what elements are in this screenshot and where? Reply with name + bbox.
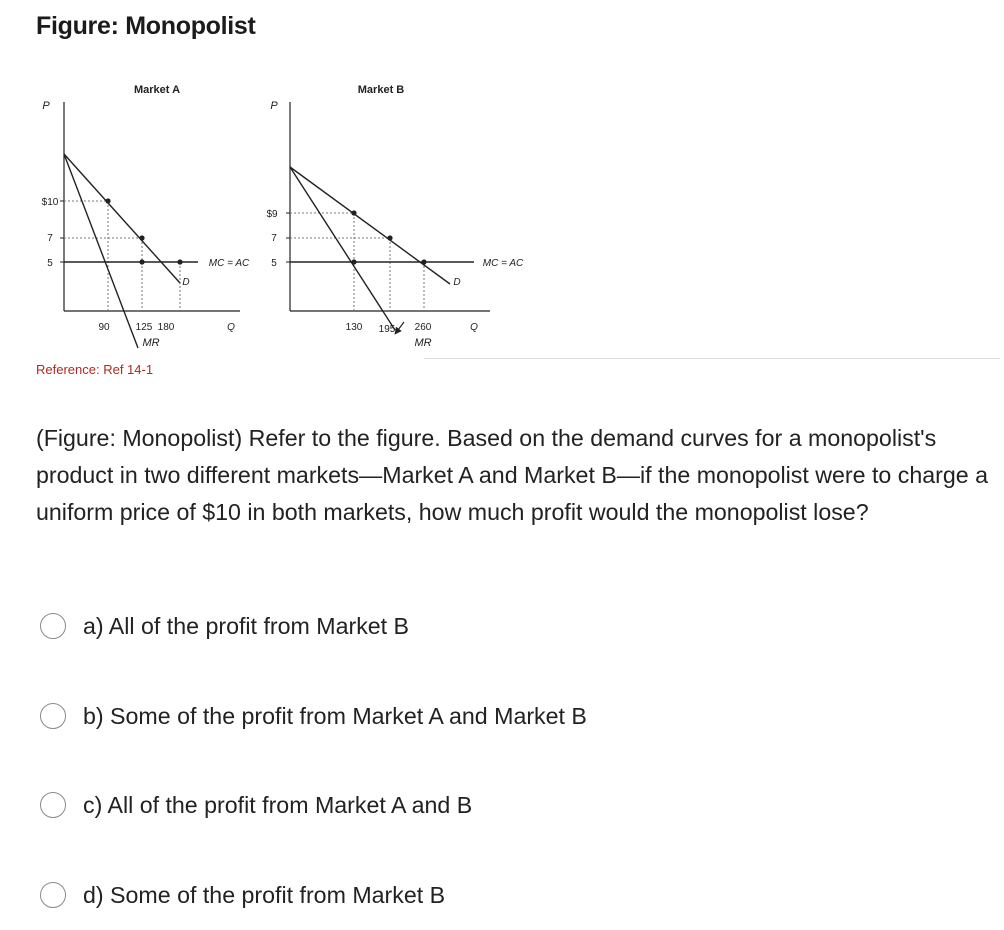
market-b-demand-curve xyxy=(290,167,450,284)
market-a-xtick: 180 xyxy=(157,322,175,333)
market-a-mr-label: MR xyxy=(142,337,160,349)
market-b-p-label: P xyxy=(270,100,278,112)
market-a-point xyxy=(139,259,144,264)
market-a-title: Market A xyxy=(133,84,181,96)
market-b-ytick: $9 xyxy=(266,209,278,220)
choice-label: d) Some of the profit from Market B xyxy=(83,881,446,908)
market-b-mc-ac-label: MC = AC xyxy=(482,258,524,269)
market-b-ytick: 5 xyxy=(271,258,277,269)
monopolist-figure xyxy=(0,70,560,365)
market-a-xtick: 90 xyxy=(98,322,110,333)
market-a-mc-ac-label: MC = AC xyxy=(208,258,250,269)
market-b-point xyxy=(351,259,356,264)
market-b-point xyxy=(351,210,356,215)
market-b-xtick: 260 xyxy=(414,322,432,333)
market-a-p-label: P xyxy=(42,100,50,112)
choice-c[interactable] xyxy=(40,790,472,820)
market-a-ytick: $10 xyxy=(41,197,59,208)
reference-label: Reference: Ref 14-1 xyxy=(36,362,154,377)
market-b-q-label: Q xyxy=(470,322,478,333)
market-b-d-label: D xyxy=(453,277,461,288)
radio-button-icon[interactable] xyxy=(40,703,66,729)
separator-line xyxy=(424,358,1000,359)
market-b-xtick: 195 xyxy=(378,324,396,335)
market-b-mr-arrow xyxy=(395,322,404,334)
market-a-mr-curve xyxy=(64,154,138,348)
market-b-point xyxy=(387,235,392,240)
choice-d[interactable] xyxy=(40,880,445,910)
market-a-point xyxy=(105,198,110,203)
market-b-point xyxy=(421,259,426,264)
radio-button-icon[interactable] xyxy=(40,882,66,908)
market-b-title: Market B xyxy=(357,84,405,96)
market-b-ytick: 7 xyxy=(271,233,277,244)
market-b-xtick: 130 xyxy=(345,322,363,333)
radio-button-icon[interactable] xyxy=(40,613,66,639)
choice-b[interactable] xyxy=(40,701,587,731)
choice-label: c) All of the profit from Market A and B xyxy=(83,791,473,818)
choice-a[interactable] xyxy=(40,611,409,641)
market-b-mr-curve xyxy=(290,167,395,330)
market-a-point xyxy=(139,235,144,240)
market-a-panel xyxy=(42,84,250,349)
choice-label: b) Some of the profit from Market A and Market B xyxy=(83,702,587,729)
market-a-demand-curve xyxy=(64,154,180,283)
market-b-mr-label: MR xyxy=(414,337,432,349)
figure-title: Figure: Monopolist xyxy=(36,12,256,40)
market-a-point xyxy=(177,259,182,264)
radio-button-icon[interactable] xyxy=(40,792,66,818)
market-a-d-label: D xyxy=(182,277,190,288)
market-a-ytick: 5 xyxy=(47,258,53,269)
choice-label: a) All of the profit from Market B xyxy=(83,612,410,639)
question-text: (Figure: Monopolist) Refer to the figure. Based on the demand curves for a monopolist's product in two different markets—Market A and Market B—if the monopolist were to charge a uniform price of $10 in both markets, how much profit would the monopolist lose? xyxy=(36,425,988,525)
market-a-xtick: 125 xyxy=(135,322,153,333)
market-a-ytick: 7 xyxy=(47,233,53,244)
market-b-panel xyxy=(266,84,524,349)
market-a-q-label: Q xyxy=(227,322,235,333)
